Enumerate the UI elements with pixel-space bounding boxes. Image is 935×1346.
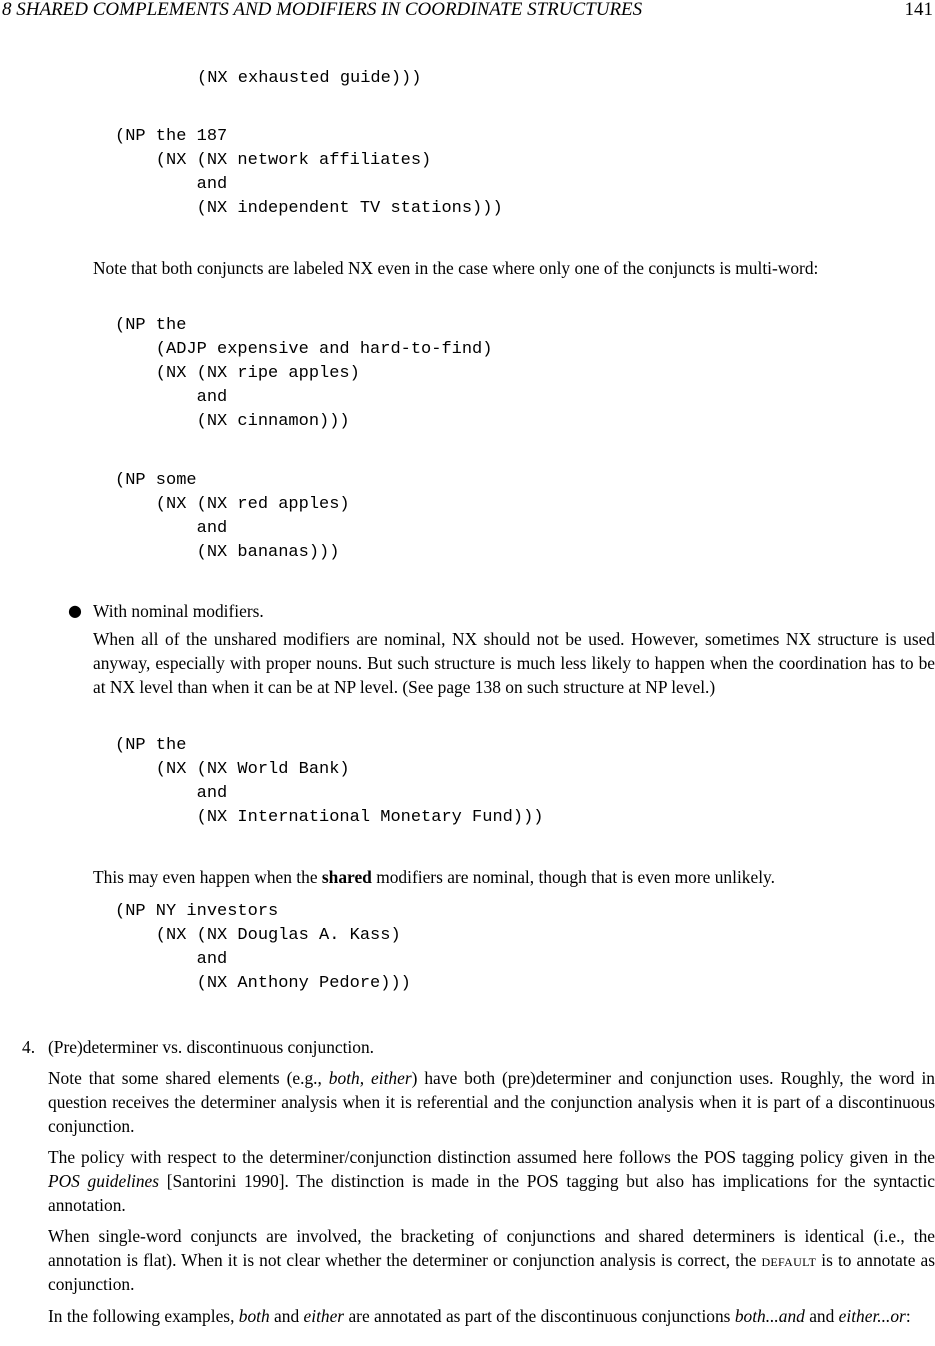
code-block-world-bank: (NP the (NX (NX World Bank) and (NX International Monetary Fund))) [115, 736, 544, 827]
code-block-douglas-kass: (NP NY investors (NX (NX Douglas A. Kass) and (NX Anthony Pedore))) [115, 902, 411, 993]
code-block-exhausted-guide: (NX exhausted guide))) [197, 69, 422, 88]
follow-text-2: and [269, 1306, 304, 1326]
running-header [0, 0, 935, 20]
paragraph-single-word-conjuncts [48, 1224, 935, 1296]
follow-text-5: : [905, 1306, 911, 1326]
single-text-2: is to annotate as conjunction. [48, 1250, 935, 1294]
policy-text-2: [Santorini 1990]. The distinction is made in the POS tagging but also has implications for the syntactic annotation. [48, 1171, 935, 1215]
follow-emphasis-either-or: either...or [838, 1306, 906, 1326]
shared-bold: shared [321, 867, 372, 887]
code-block-ripe-apples: (NP the (ADJP expensive and hard-to-find) (NX (NX ripe apples) and (NX cinnamon))) [115, 316, 493, 431]
paragraph-following-examples [48, 1304, 935, 1328]
code-block-network-affiliates: (NP the 187 (NX (NX network affiliates) and (NX independent TV stations))) [115, 127, 503, 218]
single-text-1: When single-word conjuncts are involved, the bracketing of conjunctions and shared determiners is identical (i.e., the annotation is flat). When it is not clear whether the determiner or conjunction analysis is correct, the [48, 1226, 935, 1270]
follow-text-4: and [804, 1306, 839, 1326]
paragraph-nominal-modifiers: When all of the unshared modifiers are nominal, NX should not be used. However, sometimes NX structure is used anyway, especially with proper nouns. But such structure is much less likely to happen when the coordination has to be at NX level than when it can be at NP level. (See page 138 on such structure at NP level.) [93, 629, 935, 697]
default-smallcaps: default [761, 1250, 817, 1270]
list-item-title-predeterminer: (Pre)determiner vs. discontinuous conjunction. [48, 1037, 375, 1057]
running-header-title: 8 SHARED COMPLEMENTS AND MODIFIERS IN COORDINATE STRUCTURES [2, 0, 643, 20]
follow-text-1: In the following examples, [48, 1306, 239, 1326]
list-item-number: 4. [22, 1037, 36, 1057]
paragraph-note-both-conjuncts: Note that both conjuncts are labeled NX even in the case where only one of the conjuncts is multi-word: [93, 258, 819, 278]
code-block-red-apples: (NP some (NX (NX red apples) and (NX bananas))) [115, 471, 350, 562]
det-emphasis: both, either [328, 1068, 412, 1088]
shared-text-1: This may even happen when the [93, 867, 322, 887]
bullet-marker: ● [68, 601, 82, 620]
follow-emphasis-either: either [303, 1306, 345, 1326]
policy-text-1: The policy with respect to the determiner/conjunction distinction assumed here follows the POS tagging policy given in the [48, 1147, 935, 1167]
follow-emphasis-both: both [238, 1306, 270, 1326]
paragraph-shared-modifiers [93, 865, 775, 889]
page-number: 141 [904, 0, 933, 20]
det-text-1: Note that some shared elements (e.g., [48, 1068, 329, 1088]
shared-text-2: modifiers are nominal, though that is even more unlikely. [371, 867, 775, 887]
paragraph-shared-elements [48, 1066, 935, 1138]
policy-emphasis: POS guidelines [48, 1171, 160, 1191]
follow-emphasis-both-and: both...and [734, 1306, 805, 1326]
bullet-title-nominal-modifiers: With nominal modifiers. [93, 601, 264, 621]
det-text-2: ) have both (pre)determiner and conjunction uses. Roughly, the word in question receives the determiner analysis when it is referential and the conjunction analysis when it is part of a discontinuous conjunction. [48, 1068, 935, 1136]
paragraph-policy [48, 1145, 935, 1217]
follow-text-3: are annotated as part of the discontinuous conjunctions [344, 1306, 735, 1326]
